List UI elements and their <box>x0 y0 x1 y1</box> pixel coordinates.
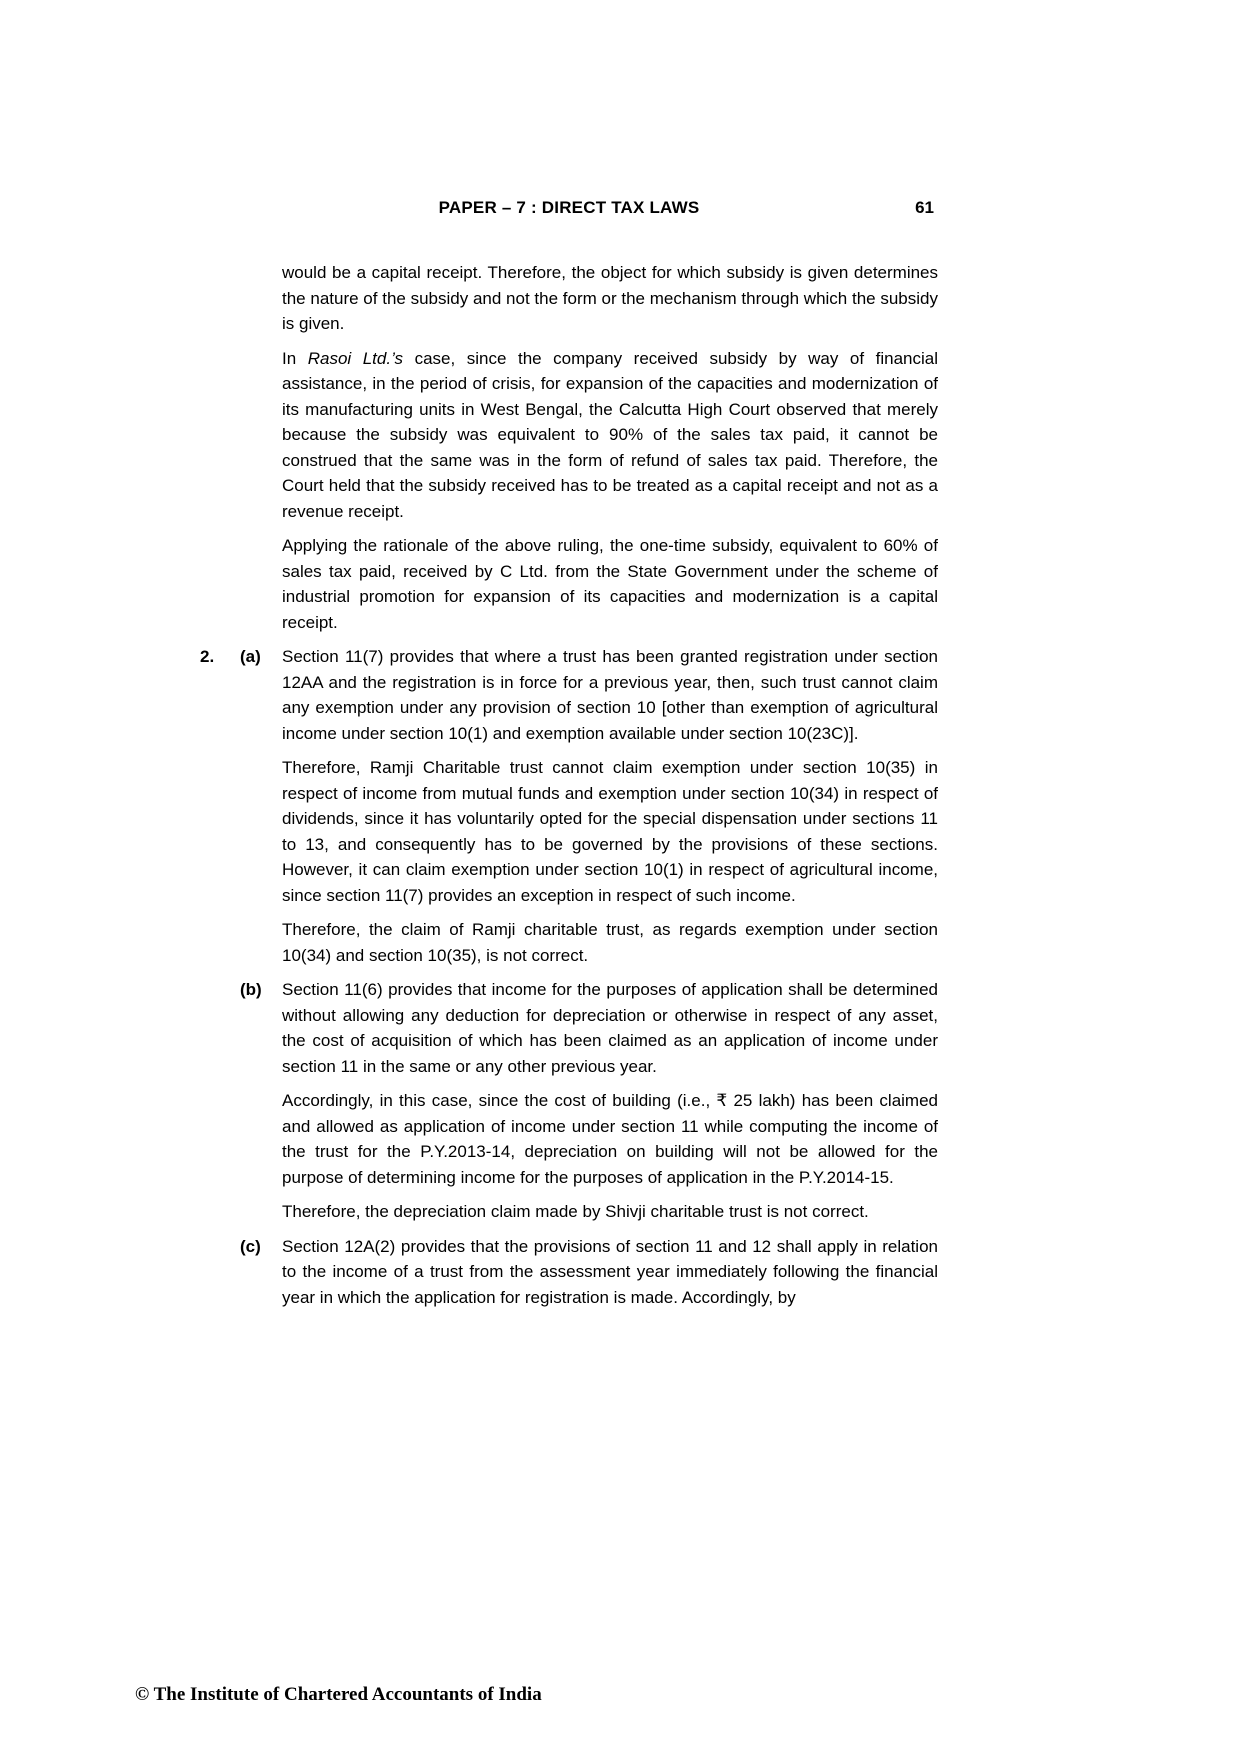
question-number: 2. <box>200 647 215 666</box>
footer-copyright: © The Institute of Chartered Accountants of India <box>135 1684 542 1705</box>
page-content <box>200 260 938 1319</box>
part-b-body <box>282 977 938 1234</box>
paragraph-ramji-conclusion: Therefore, the claim of Ramji charitable trust, as regards exemption under section 10(34) and section 10(35), is not correct. <box>282 920 938 965</box>
page-title: PAPER – 7 : DIRECT TAX LAWS <box>438 198 700 217</box>
paragraph-subsidy-object: would be a capital receipt. Therefore, the object for which subsidy is given determines the nature of the subsidy and not the form or the mechanism through which the subsidy is given. <box>282 263 938 333</box>
question-2 <box>200 644 938 1319</box>
paragraph-section-11-7: Section 11(7) provides that where a trust has been granted registration under section 12AA and the registration is in force for a previous year, then, such trust cannot claim any exemption under any provision of section 10 [other than exemption of agricultural income under section 10(1) and exemption available under section 10(23C)]. <box>282 647 938 743</box>
question-2-part-b <box>200 977 938 1234</box>
page-number: 61 <box>915 198 934 217</box>
paragraph-rasoi-case <box>282 346 938 525</box>
paragraph-shivji-conclusion: Therefore, the depreciation claim made by Shivji charitable trust is not correct. <box>282 1202 869 1221</box>
part-c-body <box>282 1234 938 1320</box>
part-b-label: (b) <box>240 980 262 999</box>
question-2-part-c <box>200 1234 938 1320</box>
paragraph-section-12a-2: Section 12A(2) provides that the provisions of section 11 and 12 shall apply in relation to the income of a trust from the assessment year immediately following the financial year in which the application for registration is made. Accordingly, by <box>282 1236 938 1307</box>
part-a-label: (a) <box>240 647 261 666</box>
answer-continuation <box>200 260 938 635</box>
paragraph-ramji-exemption: Therefore, Ramji Charitable trust cannot claim exemption under section 10(35) in respect of income from mutual funds and exemption under section 10(34) in respect of dividends, since it has voluntarily opted for the special dispensation under sections 11 to 13, and consequently has to be governed by the provisions of these sections. However, it can claim exemption under section 10(1) in respect of agricultural income, since section 11(7) provides an exception in respect of such income. <box>282 758 938 905</box>
part-c-label: (c) <box>240 1236 261 1256</box>
page-header <box>200 197 938 219</box>
rasoi-case-name: Rasoi Ltd.’s <box>307 348 404 368</box>
paragraph-building-cost: Accordingly, in this case, since the cost of building (i.e., ₹ 25 lakh) has been claimed and allowed as application of income under section 11 while computing the income of the trust for the P.Y.2013-14, depreciation on building will not be allowed for the purpose of determining income for the purposes of application in the P.Y.2014-15. <box>282 1091 938 1187</box>
question-2-part-a <box>200 644 938 977</box>
rasoi-pre-text: In <box>282 348 308 368</box>
rasoi-post-text: case, since the company received subsidy by way of financial assistance, in the period of crisis, for expansion of the capacities and modernization of its manufacturing units in West Bengal, the Calcutta High Court observed that merely because the subsidy was equivalent to 90% of the sales tax paid, it cannot be construed that the same was in the form of refund of sales tax paid. Therefore, the Court held that the subsidy received has to be treated as a capital receipt and not as a revenue receipt. <box>282 348 938 521</box>
paragraph-applying-rationale: Applying the rationale of the above ruling, the one-time subsidy, equivalent to 60% of sales tax paid, received by C Ltd. from the State Government under the scheme of industrial promotion for expansion of its capacities and modernization is a capital receipt. <box>282 536 938 632</box>
paragraph-section-11-6: Section 11(6) provides that income for the purposes of application shall be determined without allowing any deduction for depreciation or otherwise in respect of any asset, the cost of acquisition of which has been claimed as an application of income under section 11 in the same or any other previous year. <box>282 980 938 1076</box>
part-a-body <box>282 644 938 977</box>
